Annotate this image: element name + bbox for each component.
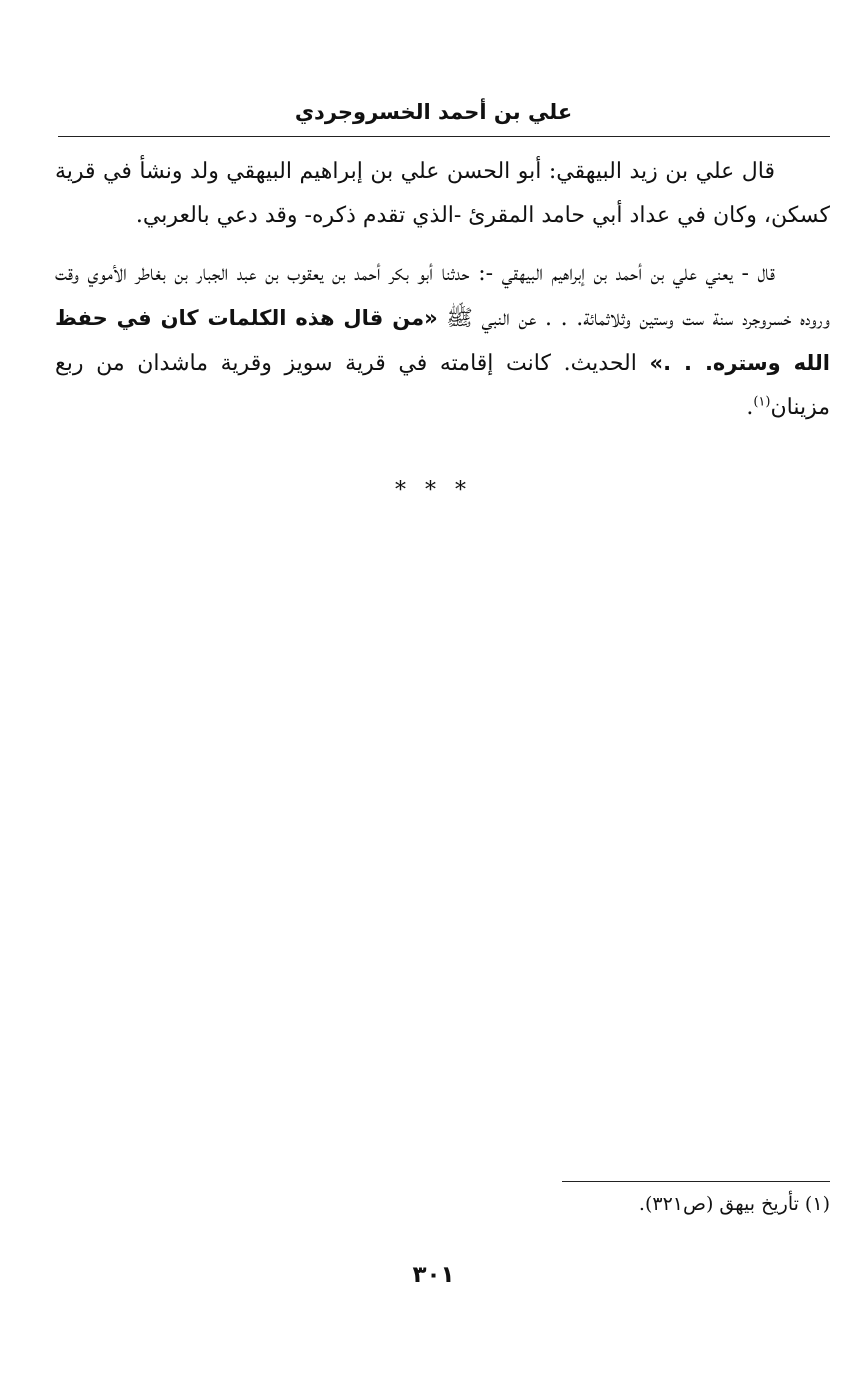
- running-head-title: علي بن أحمد الخسروجردي: [294, 100, 573, 124]
- hadith-quote: «من قال هذه الكلمات كان في حفظ الله وستره. . .»: [55, 306, 831, 375]
- paragraph-2: [55, 252, 830, 430]
- paragraph-2-tail: الحديث. كانت إقامته في قرية سويز وقرية ماشدان من ربع مزينان: [55, 351, 830, 420]
- main-text: [55, 150, 830, 444]
- paragraph-2-intro: قال - يعني علي بن أحمد بن إبراهيم البيهقي -: حدثنا أبو بكر أحمد بن يعقوب بن عبد الجبار بن بغاطر الأموي وقت وروده خسروجرد سنة ست وستين وثلاثمائة. . . عن النبي ﷺ: [55, 261, 830, 331]
- footnote: (١) تأريخ بيهق (ص٣٢١).: [638, 1193, 830, 1215]
- footnote-rule: [562, 1181, 830, 1182]
- paragraph-2-end: .: [746, 395, 754, 420]
- section-separator: * * *: [395, 478, 472, 503]
- page-number: ٣٠١: [412, 1262, 455, 1288]
- footnote-reference: (١): [753, 394, 771, 410]
- paragraph-1: قال علي بن زيد البيهقي: أبو الحسن علي بن إبراهيم البيهقي ولد ونشأ في قرية كسكن، وكان في عداد أبي حامد المقرئ -الذي تقدم ذكره- وقد دعي بالعربي.: [55, 159, 830, 228]
- header-rule: [58, 136, 830, 137]
